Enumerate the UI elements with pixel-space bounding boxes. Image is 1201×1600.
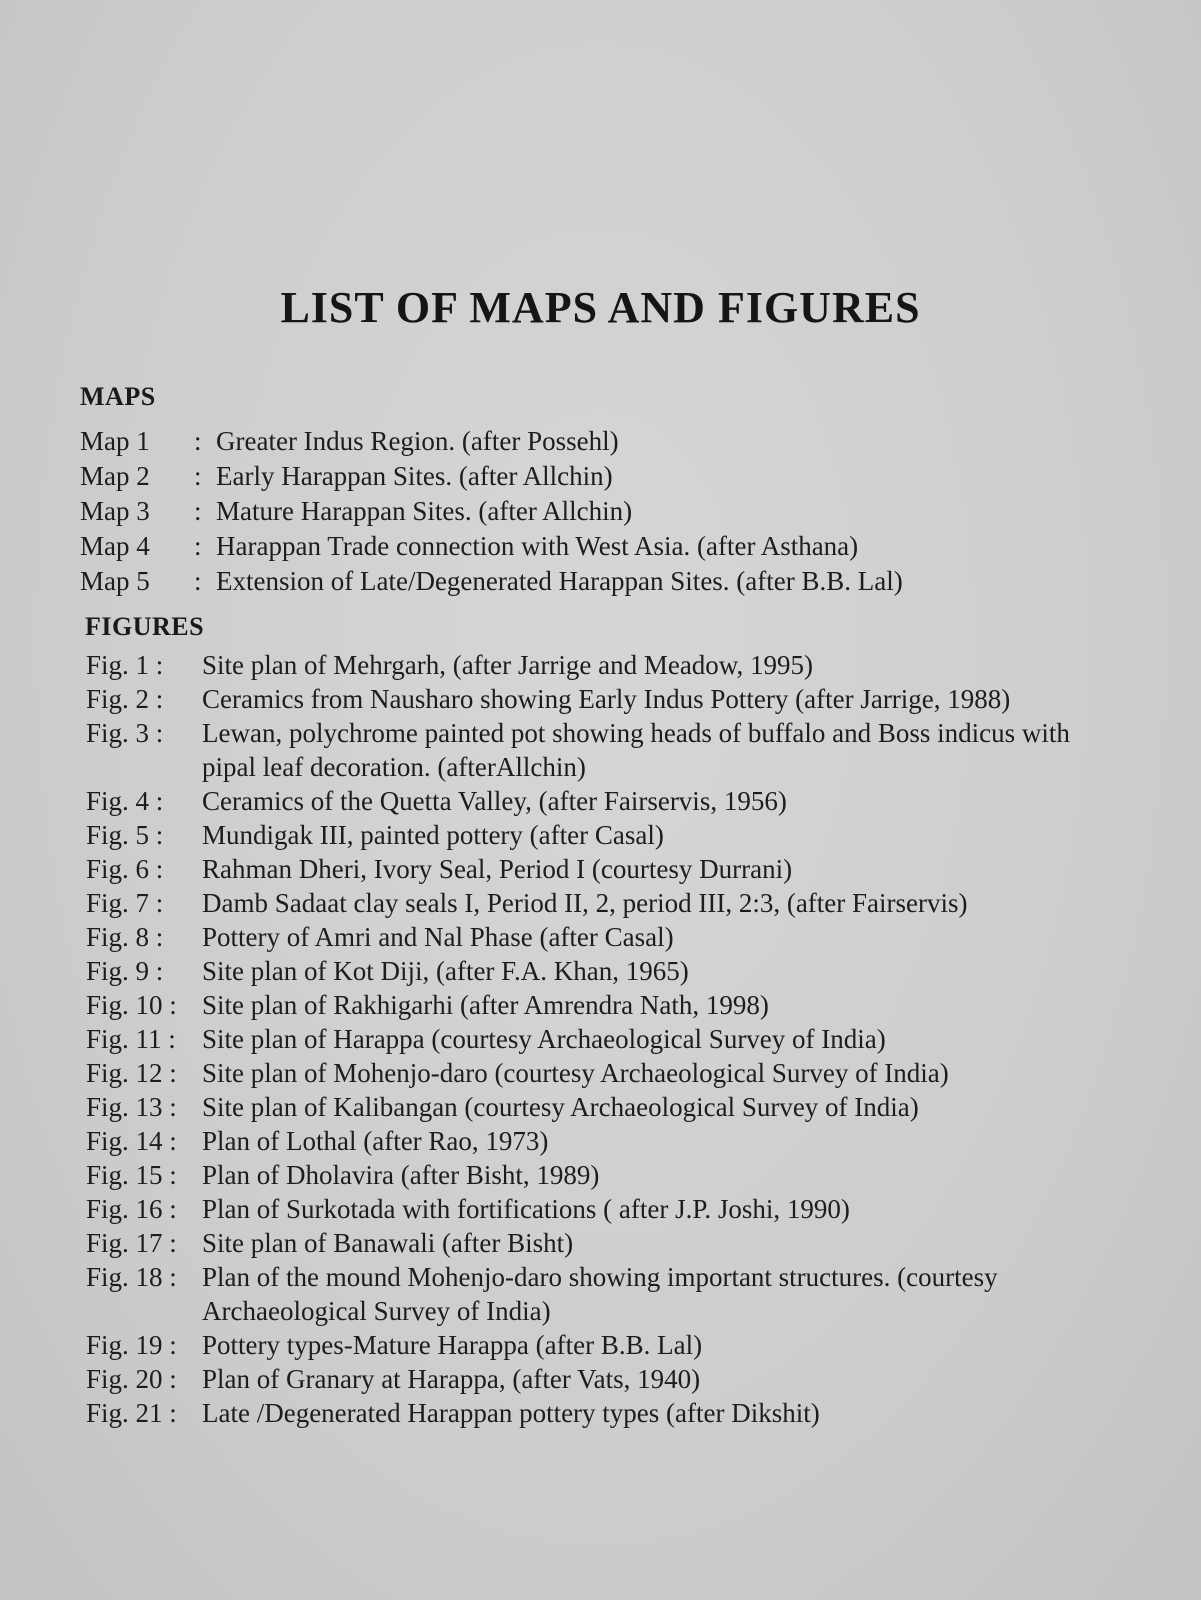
figure-caption: Site plan of Rakhigarhi (after Amrendra Nath, 1998) <box>202 990 769 1020</box>
figure-caption: Lewan, polychrome painted pot showing heads of buffalo and Boss indicus with pipal leaf decoration. (afterAllchin) <box>202 718 1070 782</box>
figure-caption: Site plan of Mehrgarh, (after Jarrige and Meadow, 1995) <box>202 650 814 680</box>
figure-entry <box>86 1124 1096 1158</box>
figure-entry <box>86 852 1096 886</box>
figure-label: Fig. 14 : <box>86 1126 177 1156</box>
figure-entry <box>86 818 1096 852</box>
figures-list <box>86 648 1096 1430</box>
page-title: LIST OF MAPS AND FIGURES <box>280 283 921 332</box>
figure-label: Fig. 13 : <box>86 1092 177 1122</box>
figure-entry <box>86 682 1096 716</box>
figure-caption: Plan of Granary at Harappa, (after Vats, 1940) <box>202 1364 701 1394</box>
figure-caption: Late /Degenerated Harappan pottery types (after Dikshit) <box>202 1398 820 1428</box>
figure-label: Fig. 16 : <box>86 1194 177 1224</box>
figure-entry <box>86 784 1096 818</box>
figure-entry <box>86 1192 1096 1226</box>
map-entry <box>80 459 1080 494</box>
figure-entry <box>86 1056 1096 1090</box>
figure-label: Fig. 21 : <box>86 1398 177 1428</box>
maps-list <box>80 424 1080 599</box>
figure-label: Fig. 6 : <box>86 854 164 884</box>
figure-entry <box>86 1328 1096 1362</box>
figure-entry <box>86 1260 1096 1328</box>
figure-label: Fig. 9 : <box>86 956 164 986</box>
figures-heading: FIGURES <box>85 612 205 641</box>
figure-label: Fig. 15 : <box>86 1160 177 1190</box>
figure-label: Fig. 18 : <box>86 1262 177 1292</box>
map-caption: Early Harappan Sites. (after Allchin) <box>216 461 613 491</box>
figure-label: Fig. 2 : <box>86 684 164 714</box>
map-caption: Extension of Late/Degenerated Harappan Sites. (after B.B. Lal) <box>216 566 903 596</box>
figure-entry <box>86 1396 1096 1430</box>
figure-caption: Site plan of Banawali (after Bisht) <box>202 1228 574 1258</box>
figure-caption: Pottery of Amri and Nal Phase (after Casal) <box>202 922 674 952</box>
figure-caption: Site plan of Kalibangan (courtesy Archaeological Survey of India) <box>202 1092 919 1122</box>
map-entry <box>80 564 1080 599</box>
figure-label: Fig. 4 : <box>86 786 164 816</box>
figure-caption: Damb Sadaat clay seals I, Period II, 2, period III, 2:3, (after Fairservis) <box>202 888 968 918</box>
figure-caption: Site plan of Kot Diji, (after F.A. Khan, 1965) <box>202 956 689 986</box>
figure-caption: Plan of the mound Mohenjo-daro showing important structures. (courtesy Archaeological Survey of India) <box>202 1262 998 1326</box>
map-label: Map 4 <box>80 531 150 561</box>
figure-caption: Ceramics of the Quetta Valley, (after Fairservis, 1956) <box>202 786 787 816</box>
figure-label: Fig. 17 : <box>86 1228 177 1258</box>
figure-entry <box>86 886 1096 920</box>
figure-label: Fig. 12 : <box>86 1058 177 1088</box>
figure-label: Fig. 3 : <box>86 718 164 748</box>
map-caption: Harappan Trade connection with West Asia. (after Asthana) <box>216 531 859 561</box>
figure-caption: Pottery types-Mature Harappa (after B.B. Lal) <box>202 1330 703 1360</box>
figure-entry <box>86 920 1096 954</box>
figure-label: Fig. 20 : <box>86 1364 177 1394</box>
figure-caption: Site plan of Harappa (courtesy Archaeological Survey of India) <box>202 1024 886 1054</box>
figure-label: Fig. 10 : <box>86 990 177 1020</box>
map-caption: Mature Harappan Sites. (after Allchin) <box>216 496 633 526</box>
map-entry <box>80 424 1080 459</box>
figure-caption: Mundigak III, painted pottery (after Casal) <box>202 820 664 850</box>
figure-entry <box>86 1022 1096 1056</box>
figure-entry <box>86 1226 1096 1260</box>
figure-caption: Plan of Dholavira (after Bisht, 1989) <box>202 1160 600 1190</box>
map-entry <box>80 529 1080 564</box>
figure-entry <box>86 1362 1096 1396</box>
figure-entry <box>86 954 1096 988</box>
figure-entry <box>86 648 1096 682</box>
figure-caption: Plan of Lothal (after Rao, 1973) <box>202 1126 549 1156</box>
figure-entry <box>86 716 1096 784</box>
figure-caption: Plan of Surkotada with fortifications ( after J.P. Joshi, 1990) <box>202 1194 850 1224</box>
figure-entry <box>86 1090 1096 1124</box>
separator-colon: : <box>194 531 202 561</box>
map-label: Map 1 <box>80 426 150 456</box>
separator-colon: : <box>194 566 202 596</box>
figure-label: Fig. 7 : <box>86 888 164 918</box>
separator-colon: : <box>194 461 202 491</box>
figure-caption: Ceramics from Nausharo showing Early Indus Pottery (after Jarrige, 1988) <box>202 684 1011 714</box>
figure-caption: Site plan of Mohenjo-daro (courtesy Archaeological Survey of India) <box>202 1058 949 1088</box>
separator-colon: : <box>194 426 202 456</box>
maps-heading: MAPS <box>80 382 156 411</box>
map-label: Map 5 <box>80 566 150 596</box>
figure-entry <box>86 1158 1096 1192</box>
figure-entry <box>86 988 1096 1022</box>
figure-label: Fig. 11 : <box>86 1024 176 1054</box>
figure-label: Fig. 19 : <box>86 1330 177 1360</box>
separator-colon: : <box>194 496 202 526</box>
figure-caption: Rahman Dheri, Ivory Seal, Period I (courtesy Durrani) <box>202 854 793 884</box>
figure-label: Fig. 5 : <box>86 820 164 850</box>
map-entry <box>80 494 1080 529</box>
map-label: Map 3 <box>80 496 150 526</box>
map-caption: Greater Indus Region. (after Possehl) <box>216 426 619 456</box>
figure-label: Fig. 8 : <box>86 922 164 952</box>
map-label: Map 2 <box>80 461 150 491</box>
figure-label: Fig. 1 : <box>86 650 164 680</box>
